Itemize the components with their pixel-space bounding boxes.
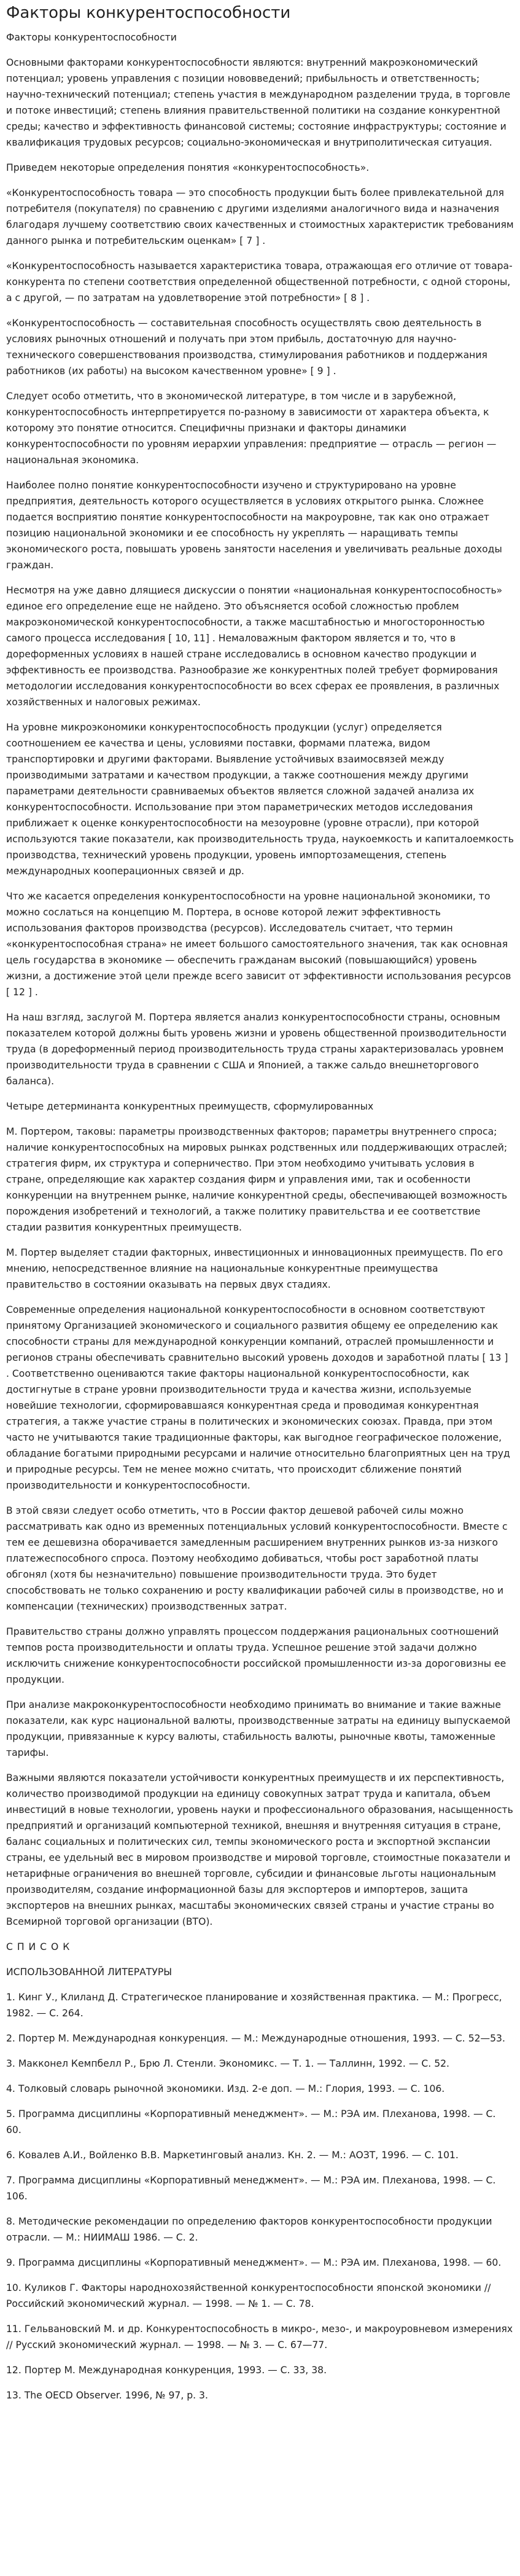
paragraph: Четыре детерминанта конкурентных преимуществ, сформулированных [6,1101,374,1112]
paragraph: М. Портером, таковы: параметры производственных факторов; параметры внутреннего спроса; наличие конкурентоспособных на мировых рынках родственных или поддерживающих отраслей; стратегия фирм, их структура и соперничество. При этом необходимо учитывать условия в стране, определяющие как характер создания фирм и управления ими, так и особенности конкуренции на внутреннем рынке, наличие конкурентной среды, обеспечивающей возможность порождения изобретений и технологий, а также политику правительства и ее соответствие стадии развития конкурентных преимуществ. [6,1126,508,1233]
references-subheading: ИСПОЛЬЗОВАННОЙ ЛИТЕРАТУРЫ [6,1967,172,1978]
paragraph: Основными факторами конкурентоспособности являются: внутренний макроэкономический потенциал; уровень управления с позиции нововведений; прибыльность и ответственность; научно-технический потенциал; степень участия в международном разделении труда, в торговле и потоке инвестиций; степень влияния правительственной политики на создание конкурентной среды; качество и эффективность финансовой системы; состояние инфраструктуры; состояние и квалификация трудовых ресурсов; социально-экономическая и внутриполитическая ситуация. [6,57,511,148]
paragraph: Наиболее полно понятие конкурентоспособности изучено и структурировано на уровне предприятия, деятельность которого осуществляется в условиях открытого рынка. Сложнее подается восприятию понятие конкурентоспособности на макроуровне, так как оно отражает позицию национальной экономики и ее способность ну укреплять — наращивать темпы экономического роста, повышать уровень занятости населения и увеличивать реальные доходы граждан. [6,480,502,571]
reference-item: 8. Методические рекомендации по определению факторов конкурентоспособности продукции отрасли. — М.: НИИМАШ 1986. — С. 2. [6,2216,492,2243]
reference-item: 3. Макконел Кемпбелл Р., Брю Л. Стенли. Экономикс. — Т. 1. — Таллинн, 1992. — С. 52. [6,2058,449,2069]
paragraph: «Конкурентоспособность — составительная способность осуществлять свою деятельность в условиях рыночных отношений и получать при этом прибыль, достаточную для научно-технического совершенствования производства, стимулирования работников и поддержания работников (их работы) на высоком качественном уровне» [ 9 ] . [6,318,487,377]
references [6,1939,514,2403]
reference-item: 2. Портер М. Международная конкуренция. — М.: Международные отношения, 1993. — С. 52—53. [6,2033,505,2044]
paragraph: Следует особо отметить, что в экономической литературе, в том числе и в зарубежной, конкурентоспособность интерпретируется по-разному в зависимости от характера объекта, к которому это понятие относится. Специфичны признаки и факторы динамики конкурентоспособности по уровням иерархии управления: предприятие — отрасль — регион — национальная экономика. [6,391,497,466]
paragraph: Важными являются показатели устойчивости конкурентных преимуществ и их перспективность, количество производимой продукции на единицу совокупных затрат труда и капитала, объем инвестиций в новые технологии, уровень науки и профессионального образования, насыщенность предприятий и организаций компьютерной техникой, внешняя и внутренняя ситуация в стране, баланс социальных и политических сил, темпы экономического роста и экспортной экспансии страны, ее удельный вес в мировом производстве и мировой торговле, стоимостные показатели и нетарифные ограничения во внешней торговле, субсидии и финансовые льготы национальным производителям, создание информационной базы для экспортеров и импортеров, защита экспортеров на внешних рынках, масштабы экономических связей страны и участие страны во Всемирной торговой организации (ВТО). [6,1772,513,1927]
reference-item: 4. Толковый словарь рыночной экономики. Изд. 2-е доп. — М.: Глория, 1993. — С. 106. [6,2083,445,2094]
references-heading: С П И С О К [6,1941,71,1952]
paragraph: М. Портер выделяет стадии факторных, инвестиционных и инновационных преимуществ. По его мнению, непосредственное влияние на национальные конкурентные преимущества правительство в состоянии оказывать на первых двух стадиях. [6,1247,503,1290]
reference-item: 5. Программа дисциплины «Корпоративный менеджмент». — М.: РЭА им. Плеханова, 1998. — С. 60. [6,2108,496,2136]
paragraph: «Конкурентоспособность товара — это способность продукции быть более привлекательной для потребителя (покупателя) по сравнению с другими изделиями аналогичного вида и назначения благодаря лучшему соответствию своих качественных и стоимостных характеристик требованиям данного рынка и потребительским оценкам» [ 7 ] . [6,187,514,246]
paragraph: Что же касается определения конкурентоспособности на уровне национальной экономики, то можно сослаться на концепцию М. Портера, в основе которой лежит эффективность использования факторов производства (ресурсов). Исследователь считает, что термин «конкурентоспособная страна» не имеет большого самостоятельного значения, так как основная цель государства в экономике — обеспечить гражданам высокий (повышающийся) уровень жизни, а достижение этой цели прежде всего зависит от эффективности использования ресурсов [ 12 ] . [6,891,511,998]
article-subtitle: Факторы конкурентоспособности [6,32,177,43]
paragraph: Правительство страны должно управлять процессом поддержания рациональных соотношений темпов роста производительности и оплаты труда. Успешное решение этой задачи должно исключить снижение конкурентоспособности российской промышленности из-за дороговизны ее продукции. [6,1626,506,1685]
paragraph: «Конкурентоспособность называется характеристика товара, отражающая его отличие от товара-конкурента по степени соответствия определенной общественной потребности, с одной стороны, а с другой, — по затратам на удовлетворение этой потребности» [ 8 ] . [6,260,513,303]
paragraph: На уровне микроэкономики конкурентоспособность продукции (услуг) определяется соотношением ее качества и цены, условиями поставки, формами платежа, видом транспортировки и другими факторами. Выявление устойчивых взаимосвязей между производимыми затратами и качеством продукции, а также соотношения между другими параметрами деятельности сравниваемых объектов является сложной задачей анализа их конкурентоспособности. Использование при этом параметрических методов исследования приближает к оценке конкурентоспособности на мезоуровне (уровне отрасли), при которой используются такие показатели, как производительность труда, наукоемкость и капиталоемкость производства, технический уровень продукции, уровень импортозамещения, степень международных кооперационных связей и др. [6,722,514,877]
paragraph: Несмотря на уже давно длящиеся дискуссии о понятии «национальная конкурентоспособность» единое его определение еще не найдено. Это объясняется особой сложностью проблем макроэкономической конкурентоспособности, а также масштабностью и многосторонностью самого процесса исследования [ 10, 11] . Немаловажным фактором является и то, что в дореформенных условиях в нашей стране исследовались в основном качество продукции и эффективность ее производства. Разнообразие же конкурентных полей требует формирования методологии исследования конкурентоспособности во всех сферах ее проявления, в различных хозяйственных и налоговых режимах. [6,585,503,708]
reference-item: 10. Куликов Г. Факторы народнохозяйственной конкурентоспособности японской экономики // Российский экономический журнал. — 1998. — № 1. — С. 78. [6,2282,491,2309]
article-body [6,55,514,1930]
reference-item: 11. Гельвановский М. и др. Конкурентоспособность в микро-, мезо-, и макроуровневом измерениях // Русский экономический журнал. — 1998. — № 3. — С. 67—77. [6,2323,513,2351]
reference-item: 9. Программа дисциплины «Корпоративный менеджмент». — М.: РЭА им. Плеханова, 1998. — 60. [6,2257,502,2268]
paragraph: При анализе макроконкурентоспособности необходимо принимать во внимание и такие важные показатели, как курс национальной валюты, производственные затраты на единицу выпускаемой продукции, привязанные к курсу валюты, стабильность валюты, рыночные квоты, таможенные тарифы. [6,1699,511,1758]
paragraph: На наш взгляд, заслугой М. Портера является анализ конкурентоспособности страны, основным показателем которой должны быть уровень жизни и уровень общественной производительности труда (в дореформенный период производительность труда страны характеризовалась уровнем производительности труда в сравнении с США и Японией, а также сальдо внешнеторгового баланса). [6,1012,507,1087]
paragraph: В этой связи следует особо отметить, что в России фактор дешевой рабочей силы можно рассматривать как одно из временных потенциальных условий конкурентоспособности. Вместе с тем ее дешевизна оборачивается замедленным расширением внутренних рынков из-за низкого платежеспособного спроса. Поэтому необходимо добиваться, чтобы рост заработной платы обгонял (хотя бы незначительно) повышение производительности труда. Это будет способствовать не только сохранению и росту квалификации рабочей силы в производстве, но и компенсации (технических) производственных затрат. [6,1505,508,1612]
page-title: Факторы конкурентоспособности [6,4,291,22]
reference-item: 6. Ковалев А.И., Войленко В.В. Маркетинговый анализ. Кн. 2. — М.: АОЗТ, 1996. — С. 101. [6,2150,459,2161]
paragraph: Приведем некоторые определения понятия «конкурентоспособность». [6,162,370,173]
paragraph: Современные определения национальной конкурентоспособности в основном соответствуют принятому Организацией экономического и социального развития общему ее определению как способности страны для международной конкуренции компаний, отраслей промышленности и регионов страны обеспечивать сравнительно высокий уровень доходов и заработной платы [ 13 ] . Соответственно оцениваются такие факторы национальной конкурентоспособности, как достигнутые в стране уровни производительности труда и качества жизни, используемые новейшие технологии, сформировавшаяся конкурентная среда и проводимая конкурентная стратегия, а также участие страны в политических и экономических союзах. Правда, при этом часто не учитываются такие традиционные факторы, как выгодное географическое положение, обладание богатыми природными ресурсами и наличие относительно благоприятных цен на труд и природные ресурсы. Тем не менее можно считать, что происходит сближение понятий производительности и конкурентоспособности. [6,1304,510,1491]
reference-item: 12. Портер М. Международная конкуренция, 1993. — С. 33, 38. [6,2365,327,2376]
reference-item: 13. The OECD Observer. 1996, № 97, p. 3. [6,2390,208,2401]
reference-item: 1. Кинг У., Клиланд Д. Стратегическое планирование и хозяйственная практика. — М.: Прогресс, 1982. — С. 264. [6,1992,502,2019]
reference-item: 7. Программа дисциплины «Корпоративный менеджмент». — М.: РЭА им. Плеханова, 1998. — С. 106. [6,2175,496,2202]
